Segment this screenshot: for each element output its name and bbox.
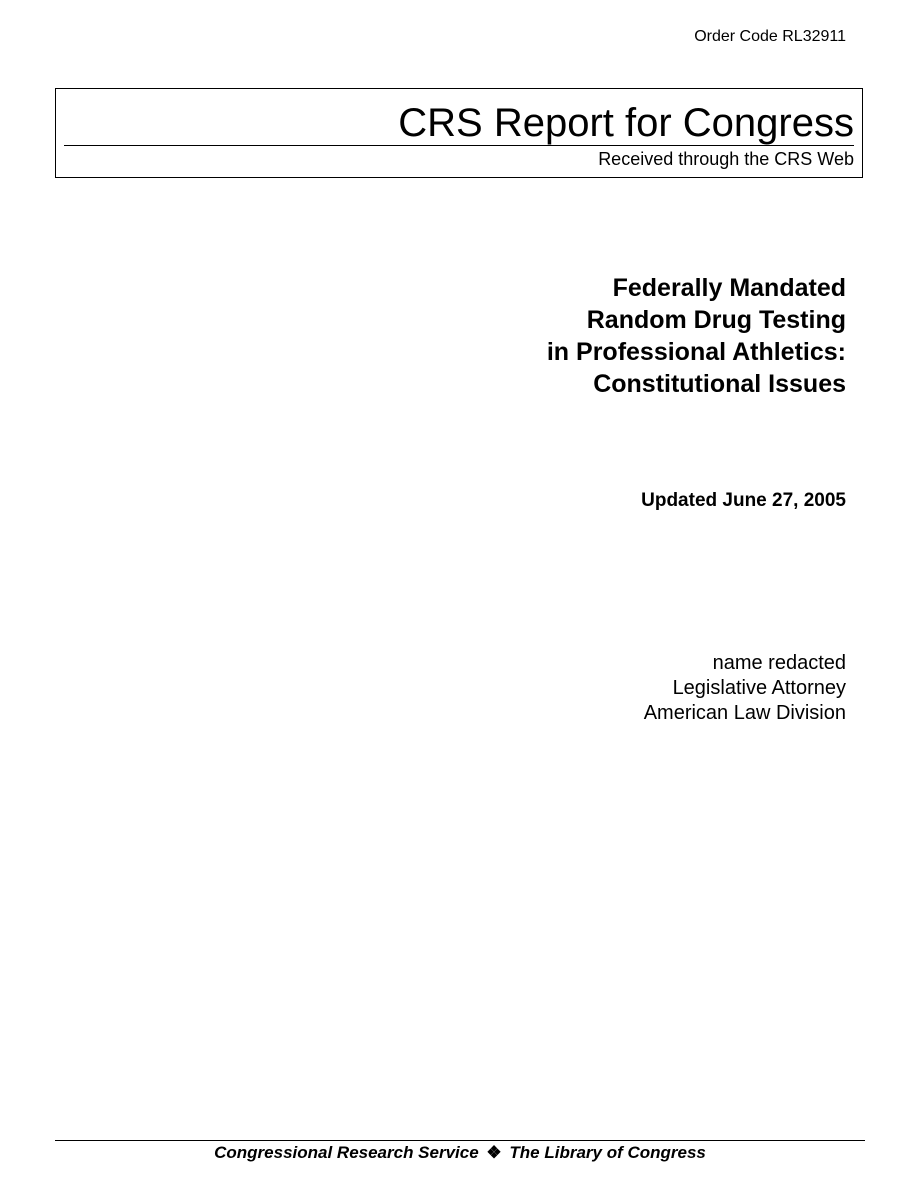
report-title bbox=[547, 272, 846, 400]
author-name: name redacted bbox=[712, 652, 846, 674]
author-division: American Law Division bbox=[643, 702, 846, 724]
report-title-line: Constitutional Issues bbox=[593, 370, 846, 398]
footer-library: The Library of Congress bbox=[509, 1143, 706, 1162]
order-code: Order Code RL32911 bbox=[694, 28, 846, 45]
updated-date: Updated June 27, 2005 bbox=[641, 490, 846, 511]
report-title-line: Federally Mandated bbox=[612, 274, 846, 302]
masthead-divider bbox=[64, 145, 854, 146]
footer bbox=[0, 1143, 920, 1163]
author-position: Legislative Attorney bbox=[672, 677, 846, 699]
masthead-title: CRS Report for Congress bbox=[398, 101, 854, 145]
diamond-separator-icon: ❖ bbox=[486, 1143, 502, 1162]
report-title-line: Random Drug Testing bbox=[586, 306, 846, 334]
masthead-box bbox=[55, 88, 863, 178]
footer-divider bbox=[55, 1140, 865, 1141]
report-title-line: in Professional Athletics: bbox=[546, 338, 846, 366]
author-block bbox=[644, 651, 846, 726]
masthead-subtitle: Received through the CRS Web bbox=[598, 149, 854, 169]
footer-publisher: Congressional Research Service bbox=[214, 1143, 479, 1162]
